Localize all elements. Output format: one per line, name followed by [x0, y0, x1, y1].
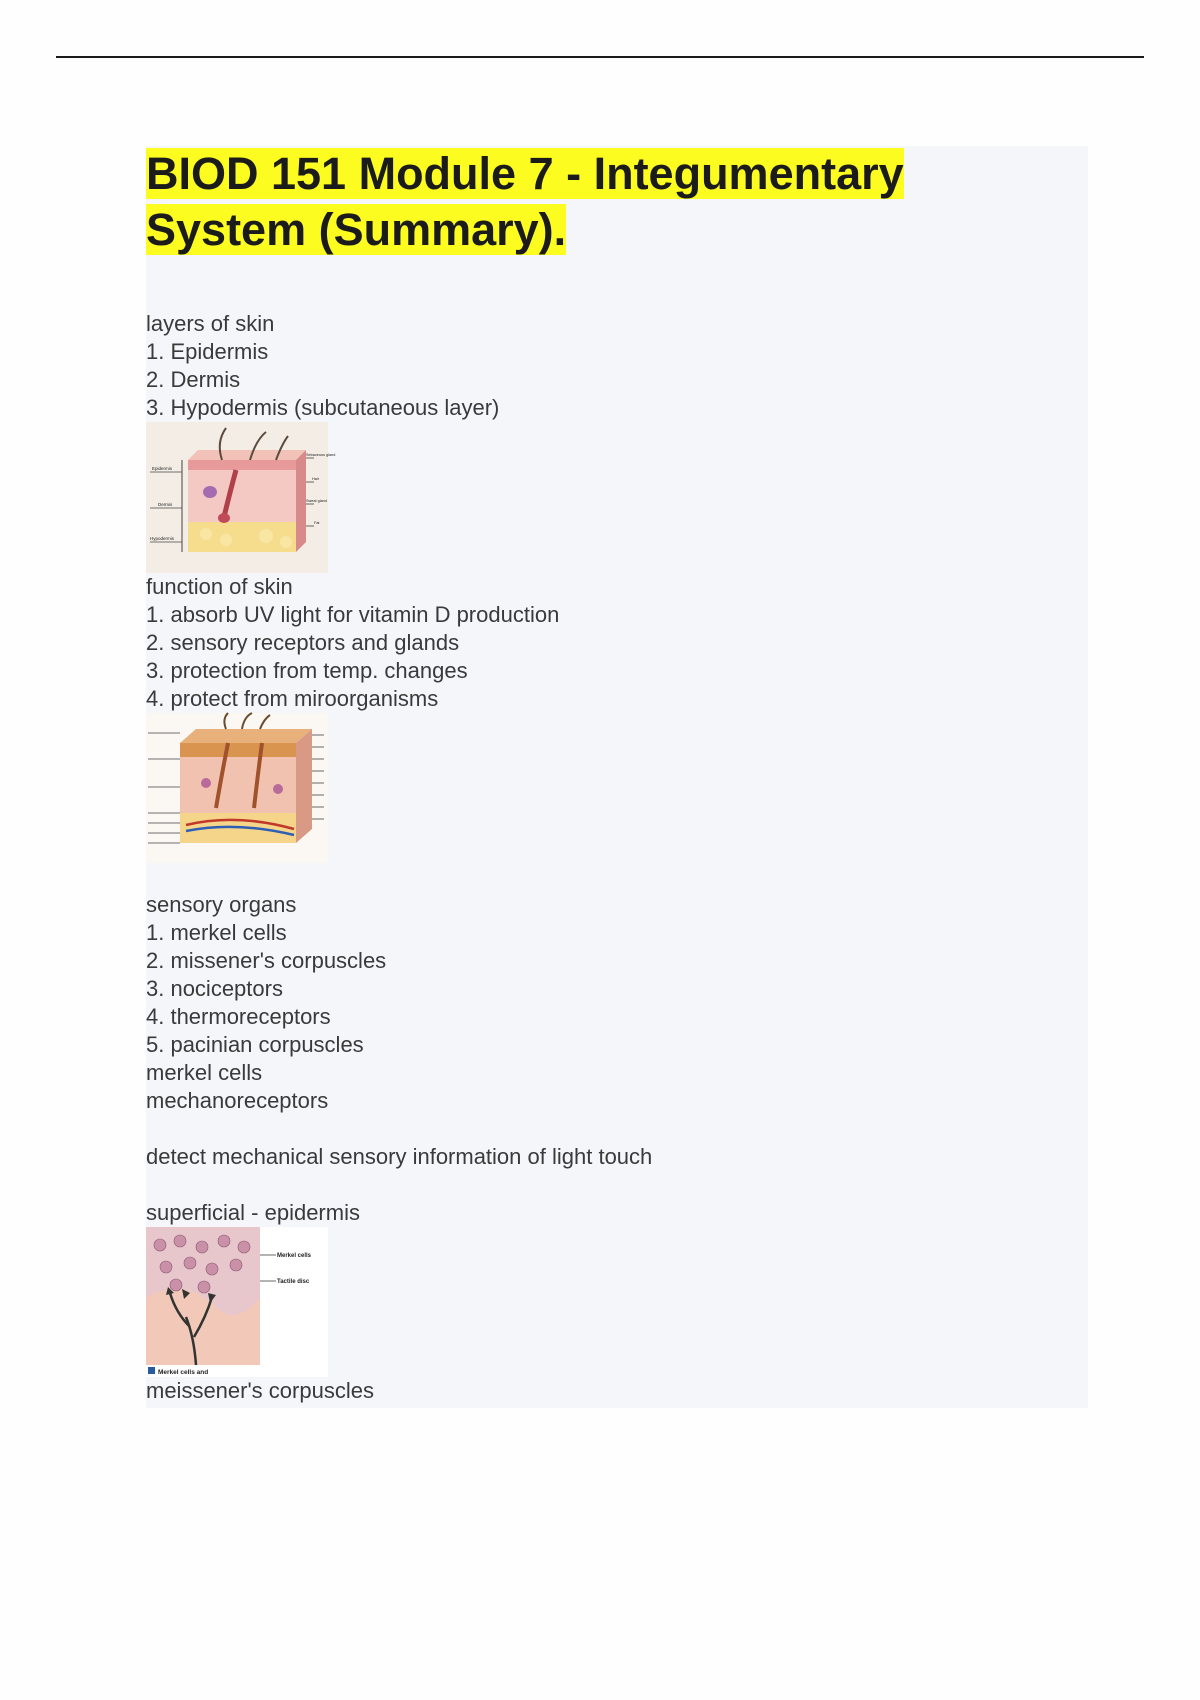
document-body: [146, 310, 1088, 1405]
list-item: 3. protection from temp. changes: [146, 658, 468, 683]
figure-label: Sweat gland: [306, 499, 327, 503]
page-title: [146, 146, 986, 258]
definition-line: detect mechanical sensory information of light touch: [146, 1144, 653, 1169]
figure-label: Hair: [312, 477, 319, 481]
section-heading-sensory: sensory organs: [146, 892, 297, 917]
section-heading-layers: layers of skin: [146, 311, 275, 336]
figure-caption: Merkel cells and: [158, 1369, 209, 1376]
term-line: mechanoreceptors: [146, 1088, 329, 1113]
figure-label: Sebaceous gland: [306, 453, 336, 457]
skin-layers-figure: [146, 422, 336, 573]
figure-label: Merkel cells: [277, 1253, 312, 1259]
section-heading-function: function of skin: [146, 574, 293, 599]
list-item: 2. sensory receptors and glands: [146, 630, 460, 655]
figure-label: Tactile disc: [277, 1279, 310, 1285]
term-line: meissener's corpuscles: [146, 1378, 374, 1403]
figure-label: Fat: [314, 521, 320, 525]
list-item: 1. absorb UV light for vitamin D production: [146, 602, 560, 627]
term-line: merkel cells: [146, 1060, 263, 1085]
merkel-cells-figure: [146, 1227, 328, 1377]
header-rule: [56, 56, 1144, 58]
list-item: 2. Dermis: [146, 367, 241, 392]
list-item: 4. thermoreceptors: [146, 1004, 331, 1029]
list-item: 1. merkel cells: [146, 920, 287, 945]
title-highlight: BIOD 151 Module 7 - Integumentary System (Summary).: [146, 148, 904, 255]
list-item: 3. Hypodermis (subcutaneous layer): [146, 395, 500, 420]
list-item: 5. pacinian corpuscles: [146, 1032, 364, 1057]
figure-label: Hypodermis: [150, 536, 175, 541]
list-item: 1. Epidermis: [146, 339, 269, 364]
list-item: 3. nociceptors: [146, 976, 283, 1001]
figure-label: Epidermis: [152, 466, 173, 471]
location-line: superficial - epidermis: [146, 1200, 360, 1225]
list-item: 2. missener's corpuscles: [146, 948, 387, 973]
list-item: 4. protect from miroorganisms: [146, 686, 439, 711]
skin-cross-section-figure: [146, 713, 328, 863]
document-content: [146, 146, 1088, 1408]
figure-label: Dermis: [158, 502, 173, 507]
